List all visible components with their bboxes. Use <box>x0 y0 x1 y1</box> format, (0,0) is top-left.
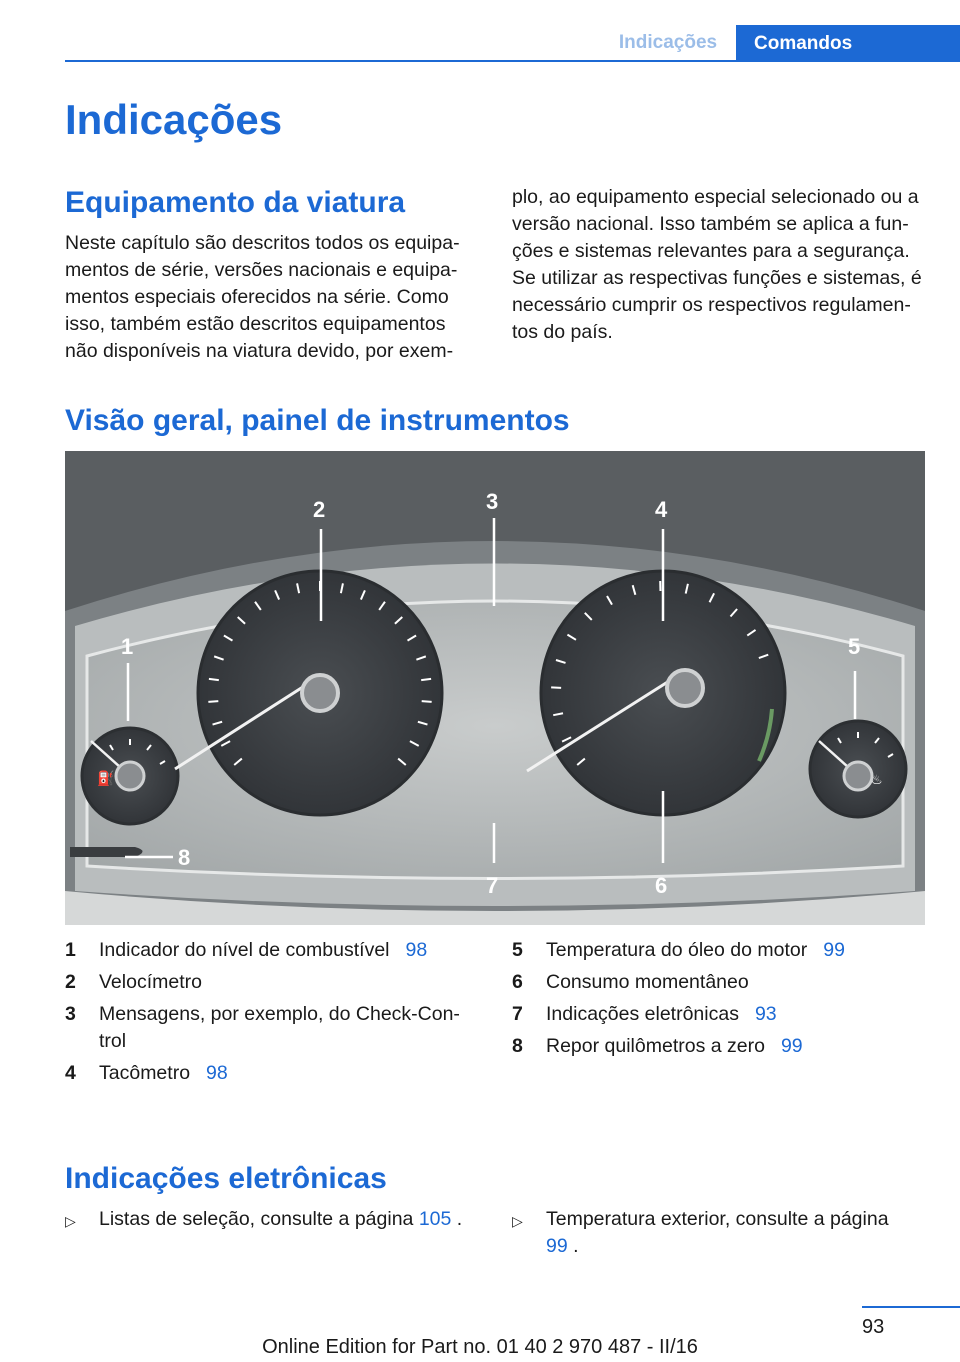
legend-item <box>65 1001 470 1055</box>
callout-4: 4 <box>655 497 668 522</box>
tab-indicacoes[interactable]: Indicações <box>618 31 718 53</box>
legend-number: 8 <box>512 1035 523 1057</box>
callout-6: 6 <box>655 873 668 898</box>
paragraph-line: mentos especiais oferecidos na série. Como <box>65 286 449 308</box>
bullet-text: Temperatura exterior, consulte a página <box>546 1208 889 1230</box>
fuel-pump-icon: ⛽ <box>97 771 115 787</box>
legend-text: Consumo momentâneo <box>546 971 749 993</box>
legend-number: 7 <box>512 1003 523 1025</box>
page-number: 93 <box>862 1316 885 1338</box>
paragraph-line: ções e sistemas relevantes para a segurança. <box>512 240 910 262</box>
legend-right <box>512 937 932 1065</box>
triangle-bullet-icon: ▷ <box>65 1213 76 1229</box>
paragraph-line: isso, também estão descritos equipamentos <box>65 313 446 335</box>
page-link[interactable]: 98 <box>206 1062 228 1084</box>
callout-1: 1 <box>121 634 134 659</box>
legend-text: Indicações eletrônicas <box>546 1003 739 1025</box>
callout-8: 8 <box>178 845 191 870</box>
dial-tick <box>208 701 218 702</box>
paragraph-line: plo, ao equipamento especial selecionado ou a <box>512 186 919 208</box>
legend-item <box>65 937 470 964</box>
legend-number: 5 <box>512 939 523 961</box>
section-heading-indicacoes-eletronicas: Indicações eletrônicas <box>65 1162 387 1195</box>
section-heading-equipamento: Equipamento da viatura <box>65 186 406 219</box>
legend-number: 1 <box>65 939 76 961</box>
dial-tick <box>209 679 219 680</box>
paragraph-line: Neste capítulo são descritos todos os equipa- <box>65 232 460 254</box>
legend-text: Repor quilômetros a zero <box>546 1035 765 1057</box>
page-link[interactable]: 99 <box>546 1235 568 1257</box>
paragraph-line: necessário cumprir os respectivos regulamen- <box>512 294 911 316</box>
section-heading-visao-geral: Visão geral, painel de instrumentos <box>65 404 570 437</box>
paragraph-line: versão nacional. Isso também se aplica a fun- <box>512 213 909 235</box>
page-link[interactable]: 93 <box>754 1003 777 1025</box>
dial-tick <box>422 701 432 702</box>
edition-footer: Online Edition for Part no. 01 40 2 970 487 - II/16 <box>262 1336 698 1358</box>
legend-text: Mensagens, por exemplo, do Check-Con- <box>99 1003 460 1025</box>
page-link[interactable]: 99 <box>823 939 845 961</box>
legend-text: Indicador do nível de combustível <box>99 939 390 961</box>
tab-comandos[interactable]: Comandos <box>736 25 960 62</box>
legend-item <box>512 937 932 964</box>
page-title: Indicações <box>65 96 283 143</box>
bullet-tail: . <box>456 1208 463 1230</box>
paragraph-line: tos do país. <box>512 321 613 343</box>
legend-number: 3 <box>65 1003 76 1025</box>
legend-text: Temperatura do óleo do motor <box>546 939 808 961</box>
paragraph-line: Se utilizar as respectivas funções e sistemas, é <box>512 267 922 289</box>
dial-tick <box>421 679 431 680</box>
page-link[interactable]: 105 <box>418 1208 452 1230</box>
oil-temp-icon: ♨ <box>871 773 883 788</box>
legend-item <box>512 1033 932 1060</box>
page-link[interactable]: 99 <box>780 1035 803 1057</box>
section1-col1 <box>65 230 475 365</box>
callout-2: 2 <box>313 497 326 522</box>
legend-text: trol <box>99 1030 127 1052</box>
bullet-text: Listas de seleção, consulte a página <box>99 1208 414 1230</box>
paragraph-line: mentos de série, versões nacionais e equipa- <box>65 259 458 281</box>
legend-number: 4 <box>65 1062 76 1084</box>
legend-item <box>65 1060 470 1087</box>
bullet-item <box>65 1206 475 1235</box>
legend-text: Tacômetro <box>99 1062 191 1084</box>
section1-col2 <box>512 184 932 346</box>
legend-item <box>65 969 470 996</box>
legend-number: 2 <box>65 971 76 993</box>
callout-5: 5 <box>848 634 861 659</box>
legend-left <box>65 937 470 1092</box>
legend-item <box>512 969 932 996</box>
legend-number: 6 <box>512 971 523 993</box>
instrument-panel-figure <box>65 451 925 925</box>
paragraph-line: não disponíveis na viatura devido, por exem- <box>65 340 454 362</box>
bullet-tail: . <box>573 1235 579 1257</box>
callout-3: 3 <box>486 489 499 514</box>
legend-item <box>512 1001 932 1028</box>
instrument-cluster-illustration <box>65 451 925 925</box>
footer-rule <box>862 1306 960 1308</box>
callout-7: 7 <box>486 873 499 898</box>
header-rule <box>65 60 960 62</box>
bullet-item <box>512 1206 922 1260</box>
legend-text: Velocímetro <box>99 971 202 993</box>
triangle-bullet-icon: ▷ <box>512 1213 523 1229</box>
trip-reset-button <box>70 847 143 857</box>
page-link[interactable]: 98 <box>405 939 428 961</box>
